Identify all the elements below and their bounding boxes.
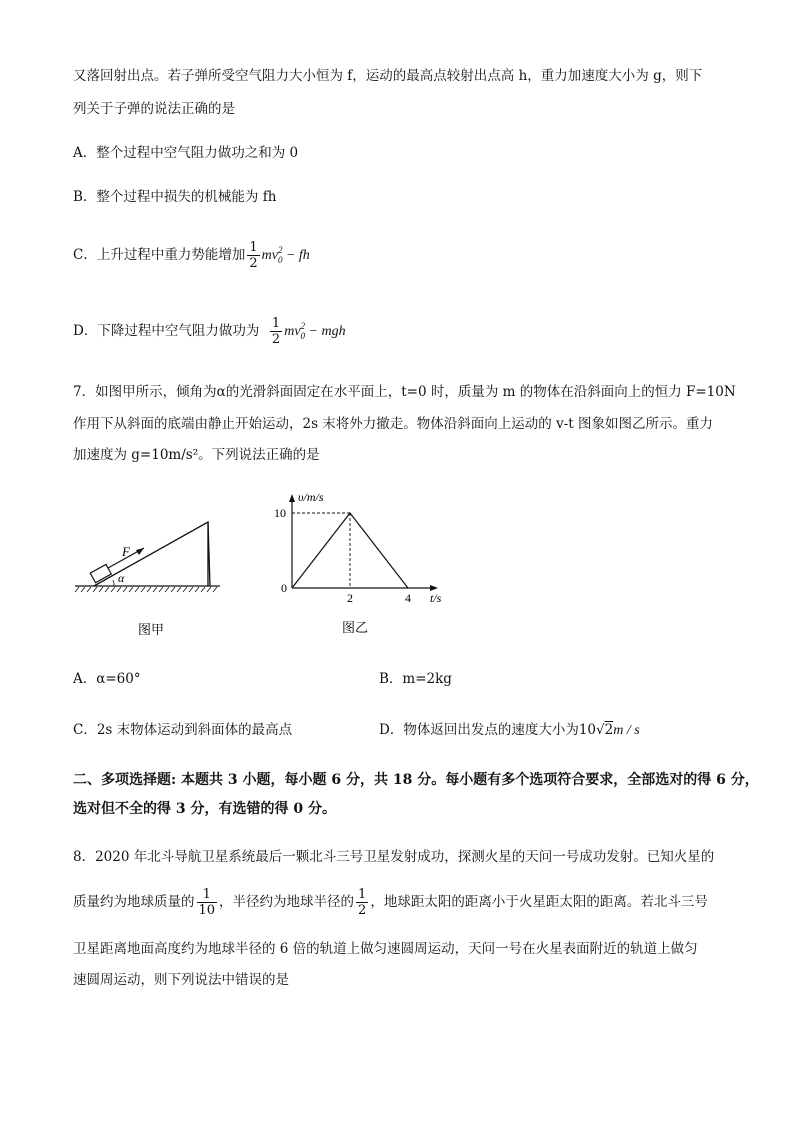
section2-heading-line1: 二、多项选择题: 本题共 3 小题，每小题 6 分，共 18 分。每小题有多个选项符合要求，全部选对的得 6 分， <box>73 772 759 788</box>
figure-yi-vt-graph <box>272 490 442 640</box>
q6-option-c-tail: − fh <box>282 248 310 263</box>
q8-line1: 8．2020 年北斗导航卫星系统最后一颗北斗三号卫星发射成功，探测火星的天问一号成功发射。已知火星的 <box>73 849 715 865</box>
q8-fraction-radius <box>356 887 368 918</box>
q7-stem-line3: 加速度为 g=10m/s²。下列说法正确的是 <box>73 447 320 463</box>
y-axis-label: υ/m/s <box>298 490 324 504</box>
figure-jia-caption: 图甲 <box>138 622 165 637</box>
origin-label: 0 <box>281 581 287 595</box>
fraction-numerator: 1 <box>271 316 281 331</box>
q6-option-d-script <box>300 321 306 341</box>
section2-heading-line2: 选对但不全的得 3 分，有选错的得 0 分。 <box>73 801 336 817</box>
q8-line4: 速圆周运动，则下列说法中错误的是 <box>73 972 289 988</box>
figure-jia <box>70 510 230 640</box>
q7-stem-line2: 作用下从斜面的底端由静止开始运动，2s 末将外力撤走。物体沿斜面向上运动的 v-t 图象如图乙所示。重力 <box>73 416 714 432</box>
superscript: 2 <box>277 245 283 255</box>
q6-option-c-fraction <box>247 240 259 271</box>
q7-option-d-prefix: D．物体返回出发点的速度大小为 <box>379 722 579 738</box>
fraction-numerator: 1 <box>249 240 258 255</box>
q7-option-d <box>379 720 640 741</box>
force-label: F <box>122 544 130 559</box>
angle-arc <box>113 580 114 586</box>
q6-stem-line1: 又落回射出点。若子弹所受空气阻力大小恒为 f，运动的最高点较射出点高 h，重力加速度大小为 g，则下 <box>73 68 703 84</box>
q6-option-c-script <box>277 245 283 265</box>
q6-stem-line2: 列关于子弹的说法正确的是 <box>73 101 235 117</box>
q8-line3: 卫星距离地面高度约为地球半径的 6 倍的轨道上做匀速圆周运动，天问一号在火星表面附近的轨道上做匀 <box>73 941 698 957</box>
incline-triangle <box>94 522 208 586</box>
ground-hatching <box>75 587 217 592</box>
subscript: 0 <box>300 330 306 341</box>
fraction-denominator: 2 <box>249 256 258 271</box>
angle-label: α <box>118 571 125 585</box>
q6-option-d <box>73 316 346 347</box>
q7-option-d-unit: m / s <box>613 723 640 738</box>
incline-diagram <box>75 522 220 592</box>
q6-option-c <box>73 240 310 271</box>
q7-option-d-radicand: 2 <box>604 722 614 738</box>
x-tick-label: 4 <box>405 591 411 605</box>
figure-yi-caption: 图乙 <box>342 620 369 635</box>
sqrt-symbol: √ <box>596 722 605 738</box>
q7-option-a: A．α=60° <box>73 671 141 687</box>
q6-option-c-prefix: C．上升过程中重力势能增加 <box>73 247 246 263</box>
subscript: 0 <box>277 254 283 265</box>
fraction-denominator: 2 <box>358 903 367 918</box>
q7-option-b: B．m=2kg <box>379 671 452 687</box>
y-tick-label: 10 <box>274 506 286 520</box>
q7-option-d-value: 10 <box>578 722 597 738</box>
q8-line2-c: ，地球距太阳的距离小于火星距太阳的距离。若北斗三号 <box>370 894 708 910</box>
q8-fraction-mass <box>197 887 218 918</box>
x-tick-label: 2 <box>347 591 353 605</box>
fraction-numerator: 1 <box>358 887 367 902</box>
q6-option-a: A．整个过程中空气阻力做功之和为 0 <box>73 145 299 161</box>
q6-option-d-mv: mv <box>284 324 301 339</box>
fraction-denominator: 10 <box>198 903 216 918</box>
y-axis-arrow <box>289 494 295 502</box>
block <box>90 564 111 582</box>
q6-option-c-mv: mv <box>261 248 278 263</box>
x-axis-label: t/s <box>430 591 442 605</box>
superscript: 2 <box>300 321 306 331</box>
q8-line2 <box>73 887 708 918</box>
fraction-numerator: 1 <box>202 887 211 902</box>
q7-option-c: C．2s 末物体运动到斜面体的最高点 <box>73 722 293 738</box>
q6-option-b: B．整个过程中损失的机械能为 fh <box>73 189 277 205</box>
q8-line2-b: ，半径约为地球半径的 <box>219 894 355 910</box>
q7-stem-line1: 7．如图甲所示，倾角为α的光滑斜面固定在水平面上，t=0 时，质量为 m 的物体在沿斜面向上的恒力 F=10N <box>73 384 736 400</box>
fraction-denominator: 2 <box>271 332 281 347</box>
q6-option-d-fraction <box>270 316 282 347</box>
q8-line2-a: 质量约为地球质量的 <box>73 894 195 910</box>
q6-option-d-tail: − mgh <box>305 324 346 339</box>
q6-option-d-prefix: D．下降过程中空气阻力做功为 <box>73 323 260 339</box>
